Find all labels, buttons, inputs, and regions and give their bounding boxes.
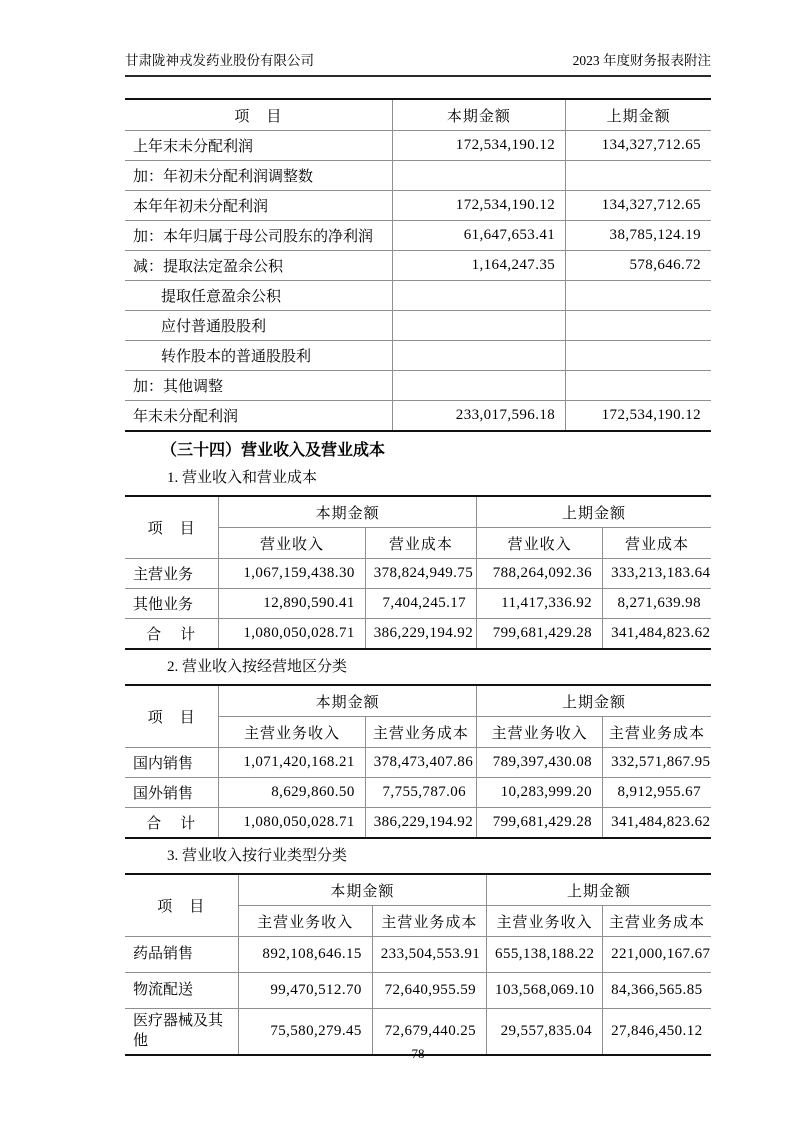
- amount-cell: 27,846,450.12: [603, 1009, 711, 1056]
- col-header-current: 本期金额: [238, 874, 486, 906]
- item-cell: 上年末未分配利润: [125, 131, 392, 161]
- amount-cell: 8,271,639.98: [603, 589, 711, 619]
- amount-cell: 8,629,860.50: [219, 778, 366, 808]
- header-row: [125, 496, 711, 528]
- amount-cell: 789,397,430.08: [477, 748, 603, 778]
- current-amount-cell: [392, 371, 565, 401]
- amount-cell: 341,484,823.62: [603, 619, 711, 650]
- col-header-current: 本期金额: [392, 99, 565, 131]
- table-row: [125, 221, 711, 251]
- amount-cell: 788,264,092.36: [477, 559, 603, 589]
- item-cell: 提取任意盈余公积: [125, 281, 392, 311]
- item-cell: 国内销售: [125, 748, 219, 778]
- revenue-by-region-table: [125, 684, 711, 839]
- amount-cell: 84,366,565.85: [603, 973, 711, 1009]
- amount-cell: 7,755,787.06: [365, 778, 476, 808]
- col-header-item: 项 目: [125, 496, 219, 559]
- subsection-title-1: 1. 营业收入和营业成本: [167, 470, 318, 486]
- amount-cell: 12,890,590.41: [219, 589, 366, 619]
- table-row: [125, 778, 711, 808]
- amount-cell: 1,080,050,028.71: [219, 808, 366, 839]
- amount-cell: 29,557,835.04: [487, 1009, 603, 1056]
- doc-header: [125, 0, 711, 77]
- item-cell: 医疗器械及其他: [125, 1009, 238, 1056]
- table-row: [125, 973, 711, 1009]
- amount-cell: 378,824,949.75: [365, 559, 476, 589]
- amount-cell: 892,108,646.15: [238, 937, 372, 973]
- doc-title: 2023 年度财务报表附注: [572, 53, 711, 68]
- page-content: [125, 0, 711, 1056]
- subcol-header: 营业收入: [477, 528, 603, 559]
- item-cell: 加：本年归属于母公司股东的净利润: [125, 221, 392, 251]
- item-cell: 转作股本的普通股股利: [125, 341, 392, 371]
- subcol-header: 主营业务收入: [238, 906, 372, 937]
- prior-amount-cell: 134,327,712.65: [566, 191, 711, 221]
- item-cell: 本年年初未分配利润: [125, 191, 392, 221]
- total-row: [125, 808, 711, 839]
- prior-amount-cell: 578,646.72: [566, 251, 711, 281]
- subsection-title-2: 2. 营业收入按经营地区分类: [167, 659, 348, 675]
- prior-amount-cell: 134,327,712.65: [566, 131, 711, 161]
- col-header-current: 本期金额: [219, 496, 477, 528]
- item-cell: 物流配送: [125, 973, 238, 1009]
- table-row: [125, 191, 711, 221]
- amount-cell: 8,912,955.67: [603, 778, 711, 808]
- item-cell: 加：年初未分配利润调整数: [125, 161, 392, 191]
- prior-amount-cell: [566, 341, 711, 371]
- prior-amount-cell: [566, 161, 711, 191]
- subcol-header: 营业收入: [219, 528, 366, 559]
- item-cell: 应付普通股股利: [125, 311, 392, 341]
- amount-cell: 72,679,440.25: [372, 1009, 486, 1056]
- col-header-prior: 上期金额: [566, 99, 711, 131]
- subcol-header: 主营业务收入: [219, 717, 366, 748]
- item-cell: 药品销售: [125, 937, 238, 973]
- table-row: [125, 371, 711, 401]
- amount-cell: 1,071,420,168.21: [219, 748, 366, 778]
- current-amount-cell: [392, 281, 565, 311]
- prior-amount-cell: [566, 311, 711, 341]
- amount-cell: 799,681,429.28: [477, 808, 603, 839]
- item-cell: 合 计: [125, 808, 219, 839]
- current-amount-cell: 172,534,190.12: [392, 131, 565, 161]
- table-row: [125, 748, 711, 778]
- table-row: [125, 281, 711, 311]
- subsection-title-3: 3. 营业收入按行业类型分类: [167, 848, 348, 864]
- amount-cell: 7,404,245.17: [365, 589, 476, 619]
- amount-cell: 655,138,188.22: [487, 937, 603, 973]
- subcol-header: 主营业务收入: [487, 906, 603, 937]
- table-row: [125, 251, 711, 281]
- subcol-header: 主营业务成本: [372, 906, 486, 937]
- table-row: [125, 559, 711, 589]
- company-name: 甘肃陇神戎发药业股份有限公司: [125, 53, 314, 68]
- table-row: [125, 161, 711, 191]
- col-header-prior: 上期金额: [487, 874, 711, 906]
- header-row: [125, 685, 711, 717]
- current-amount-cell: [392, 311, 565, 341]
- amount-cell: 341,484,823.62: [603, 808, 711, 839]
- undistributed-profit-table: [125, 98, 711, 432]
- revenue-by-industry-table: [125, 873, 711, 1056]
- col-header-prior: 上期金额: [477, 496, 711, 528]
- item-cell: 年末未分配利润: [125, 401, 392, 432]
- header-row: [125, 874, 711, 906]
- current-amount-cell: [392, 161, 565, 191]
- col-header-item: 项 目: [125, 99, 392, 131]
- page-number: 78: [411, 1046, 425, 1061]
- current-amount-cell: 1,164,247.35: [392, 251, 565, 281]
- amount-cell: 1,080,050,028.71: [219, 619, 366, 650]
- subcol-header: 主营业务成本: [603, 906, 711, 937]
- amount-cell: 221,000,167.67: [603, 937, 711, 973]
- item-cell: 主营业务: [125, 559, 219, 589]
- amount-cell: 233,504,553.91: [372, 937, 486, 973]
- table-row: [125, 401, 711, 432]
- amount-cell: 75,580,279.45: [238, 1009, 372, 1056]
- table-row: [125, 341, 711, 371]
- amount-cell: 103,568,069.10: [487, 973, 603, 1009]
- prior-amount-cell: 172,534,190.12: [566, 401, 711, 432]
- subcol-header: 营业成本: [365, 528, 476, 559]
- amount-cell: 333,213,183.64: [603, 559, 711, 589]
- amount-cell: 332,571,867.95: [603, 748, 711, 778]
- current-amount-cell: 61,647,653.41: [392, 221, 565, 251]
- col-header-prior: 上期金额: [477, 685, 711, 717]
- table-row: [125, 937, 711, 973]
- prior-amount-cell: [566, 371, 711, 401]
- amount-cell: 10,283,999.20: [477, 778, 603, 808]
- table-row: [125, 589, 711, 619]
- prior-amount-cell: [566, 281, 711, 311]
- amount-cell: 386,229,194.92: [365, 619, 476, 650]
- subcol-header: 主营业务成本: [603, 717, 711, 748]
- current-amount-cell: 233,017,596.18: [392, 401, 565, 432]
- table-row: [125, 311, 711, 341]
- current-amount-cell: 172,534,190.12: [392, 191, 565, 221]
- item-cell: 其他业务: [125, 589, 219, 619]
- subcol-header: 主营业务收入: [477, 717, 603, 748]
- item-cell: 加：其他调整: [125, 371, 392, 401]
- revenue-cost-table: [125, 495, 711, 650]
- header-row: [125, 99, 711, 131]
- amount-cell: 11,417,336.92: [477, 589, 603, 619]
- item-cell: 减：提取法定盈余公积: [125, 251, 392, 281]
- subcol-header: 主营业务成本: [365, 717, 476, 748]
- item-cell: 合 计: [125, 619, 219, 650]
- item-cell: 国外销售: [125, 778, 219, 808]
- current-amount-cell: [392, 341, 565, 371]
- amount-cell: 386,229,194.92: [365, 808, 476, 839]
- col-header-item: 项 目: [125, 685, 219, 748]
- amount-cell: 72,640,955.59: [372, 973, 486, 1009]
- col-header-item: 项 目: [125, 874, 238, 937]
- spacer: [125, 77, 711, 98]
- total-row: [125, 619, 711, 650]
- section-heading: （三十四）营业收入及营业成本: [161, 442, 386, 459]
- amount-cell: 378,473,407.86: [365, 748, 476, 778]
- amount-cell: 1,067,159,438.30: [219, 559, 366, 589]
- col-header-current: 本期金额: [219, 685, 477, 717]
- table-row: [125, 131, 711, 161]
- amount-cell: 99,470,512.70: [238, 973, 372, 1009]
- subcol-header: 营业成本: [603, 528, 711, 559]
- prior-amount-cell: 38,785,124.19: [566, 221, 711, 251]
- amount-cell: 799,681,429.28: [477, 619, 603, 650]
